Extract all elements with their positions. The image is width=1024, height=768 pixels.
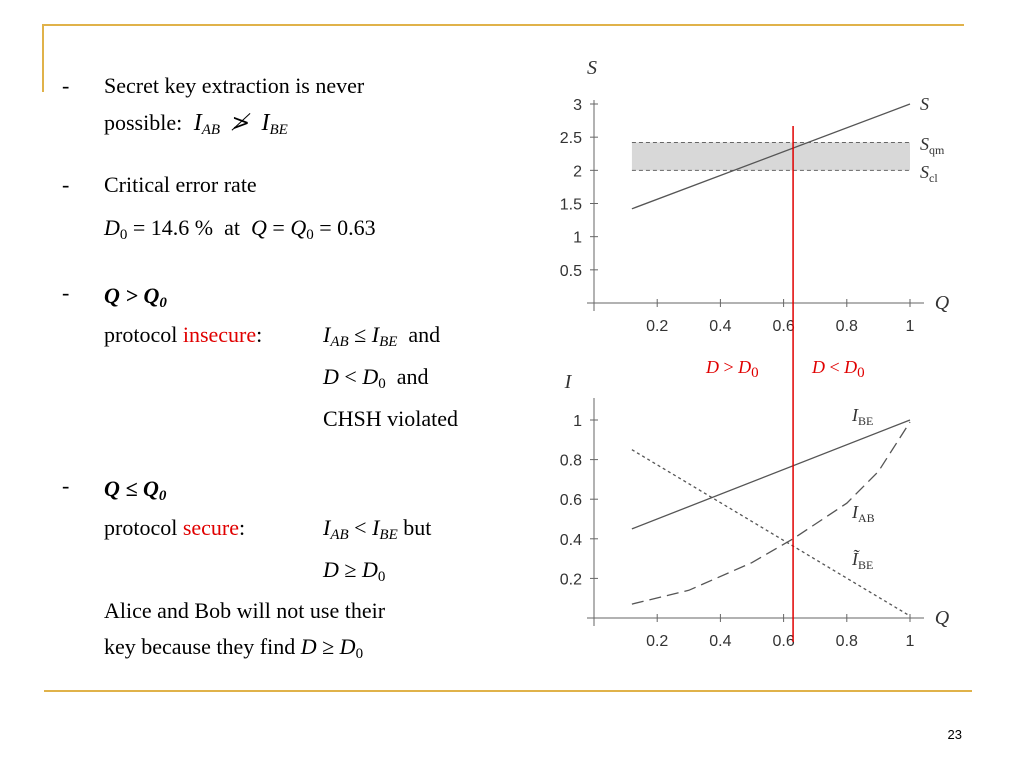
y-tick-label: 3 xyxy=(573,97,582,114)
x-tick-label: 0.8 xyxy=(835,633,858,650)
bullet2-formula: $D_0 = 14.6$ % at $Q = Q_0 = 0.63$ xyxy=(104,215,376,243)
y-axis-label: I xyxy=(564,371,572,393)
x-axis-label: Q xyxy=(934,607,950,629)
page-number: 23 xyxy=(947,727,962,742)
x-tick-label: 1 xyxy=(905,633,915,650)
x-tick-label: 0.6 xyxy=(772,318,795,335)
series-label-s: S xyxy=(920,94,929,114)
y-tick-label: 0.8 xyxy=(559,452,582,470)
x-tick-label: 0.8 xyxy=(835,318,858,335)
y-axis-label: S xyxy=(587,57,597,79)
y-tick-label: 1 xyxy=(573,229,582,247)
bullet4-cond2: $D \ge D_0$ xyxy=(323,557,386,585)
bullet2-title: Critical error rate xyxy=(104,172,257,197)
y-tick-label: 2 xyxy=(573,163,582,181)
y-tick-label: 1.5 xyxy=(559,196,582,214)
bullet4-note2: key because they find $D \ge D_0$ xyxy=(104,634,364,662)
bullet1-line2: possible: $I_{AB}$ ≯ $I_{BE}$ xyxy=(104,110,288,138)
bullet-dash: - xyxy=(62,172,70,197)
region-label-right: $D < D_0$ xyxy=(812,357,865,381)
bullet1-line1: Secret key extraction is never xyxy=(104,73,365,98)
chart-s-vs-q xyxy=(560,57,950,335)
y-tick-label: 0.4 xyxy=(559,531,582,549)
secure-word: secure xyxy=(182,515,240,540)
series-label-iab: $I_{AB}$ xyxy=(852,502,875,525)
series-label-ibe-tilde: $Ĩ_{BE}$ xyxy=(852,549,874,572)
bullet4-cond1: $I_{AB} < I_{BE}$ but xyxy=(323,515,432,543)
x-tick-label: 0.2 xyxy=(646,633,669,650)
x-tick-label: 0.4 xyxy=(709,318,732,335)
series-label-ibe: $I_{BE}$ xyxy=(852,405,874,428)
region-label-left: $D > D_0$ xyxy=(706,357,759,381)
bullet3-cond1: $I_{AB} \le I_{BE}$ and xyxy=(323,322,441,350)
x-tick-label: 1 xyxy=(905,318,915,335)
bullet4-title: $Q \le Q_0$ xyxy=(104,476,167,504)
chart-i-vs-q xyxy=(560,371,950,650)
bullet3-cond2: $D < D_0$ and xyxy=(323,364,429,392)
y-tick-label: 0.6 xyxy=(559,492,582,510)
band-label-qm: $S_{qm}$ xyxy=(920,134,945,157)
y-tick-label: 1 xyxy=(573,413,582,430)
bullet3-protocol: protocol insecure: xyxy=(104,322,263,347)
bullet-dash: - xyxy=(62,473,70,498)
bullet4-note1: Alice and Bob will not use their xyxy=(104,598,386,623)
band-label-cl: $S_{cl}$ xyxy=(920,162,938,185)
bullet3-title: $Q > Q_0$ xyxy=(104,283,167,311)
y-tick-label: 0.2 xyxy=(559,571,582,589)
bullet3-cond3: CHSH violated xyxy=(323,406,459,431)
bullet4-protocol: protocol secure: xyxy=(104,515,246,540)
bullet-dash: - xyxy=(62,73,70,98)
y-tick-label: 0.5 xyxy=(559,262,582,280)
insecure-word: insecure xyxy=(182,322,257,347)
y-tick-label: 2.5 xyxy=(559,130,582,148)
x-tick-label: 0.4 xyxy=(709,633,732,650)
x-tick-label: 0.6 xyxy=(772,633,795,650)
x-tick-label: 0.2 xyxy=(646,318,669,335)
x-axis-label: Q xyxy=(934,292,950,314)
bullet-dash: - xyxy=(62,280,70,305)
